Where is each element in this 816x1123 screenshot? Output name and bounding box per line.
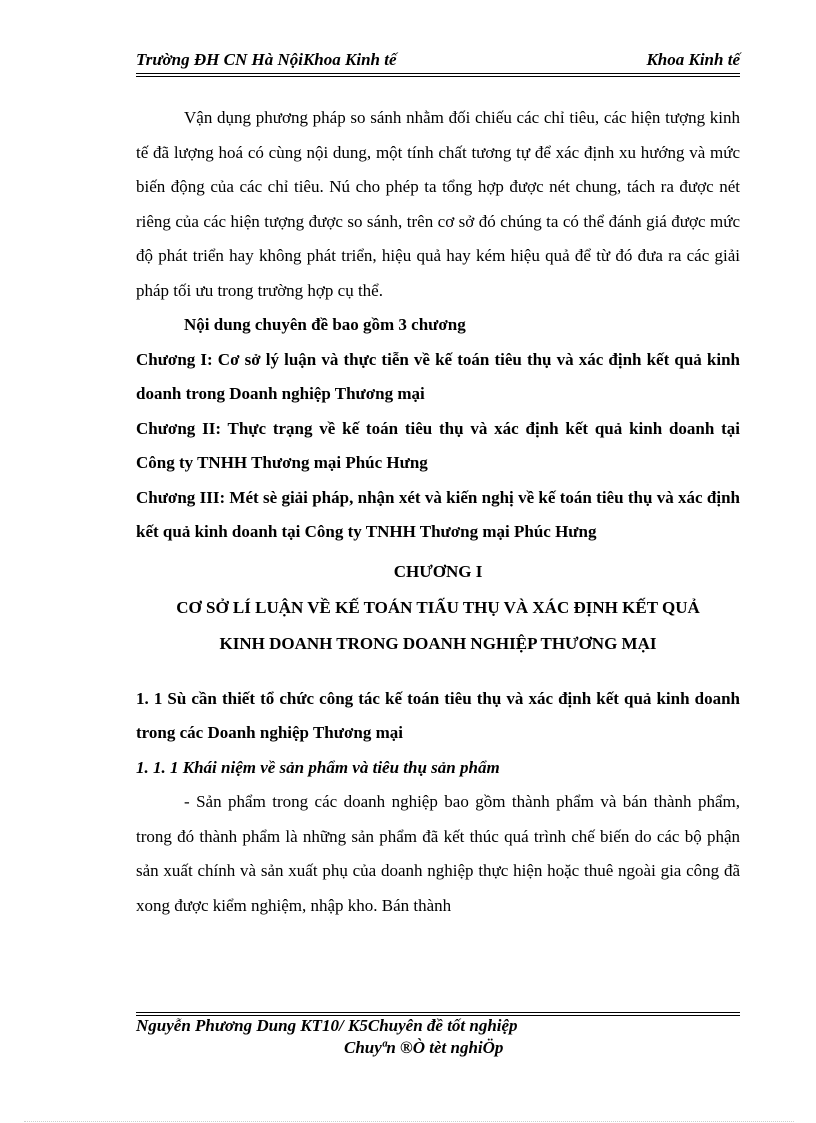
header-rule: [136, 73, 740, 74]
intro-paragraph: Vận dụng phương pháp so sánh nhằm đối chiếu các chỉ tiêu, các hiện tượng kinh tế đã lượng hoá có cùng nội dung, một tính chất tương tự để xác định xu hướng và mức biến động của các chỉ tiêu. Nú cho phép ta tổng hợp được nét chung, tách ra được nét riêng của các hiện tượng được so sánh, trên cơ sở đó chúng ta có thể đánh giá được mức độ phát triển hay không phát triển, hiệu quả hay kém hiệu quả để từ đó đưa ra các giải pháp tối ưu trong trường hợp cụ thể.: [136, 108, 740, 300]
header-rule-thin: [136, 76, 740, 77]
contents-intro: Nội dung chuyên đề bao gồm 3 chương: [184, 315, 466, 334]
section-heading-1-1-1: 1. 1. 1 Khái niệm về sản phẩm và tiêu thụ sản phẩm: [136, 757, 500, 777]
section-heading-1-1: 1. 1 Sù cần thiết tổ chức công tác kế toán tiêu thụ và xác định kết quả kinh doanh trong các Doanh nghiệp Thương mại: [136, 688, 740, 742]
document-body: [136, 101, 740, 923]
header-right: Khoa Kinh tế: [646, 50, 740, 69]
page-edge-dotted-line: [24, 1121, 794, 1122]
chapter-item-1: Chương I: Cơ sở lý luận và thực tiễn về kế toán tiêu thụ và xác định kết quả kinh doanh trong Doanh nghiệp Thương mại: [136, 349, 740, 403]
footer-author-line: Nguyễn Phương Dung KT10/ K5Chuyên đề tốt nghiệp: [136, 1016, 518, 1035]
chapter-heading: CHƯƠNG I: [393, 561, 483, 581]
product-paragraph: - Sản phẩm trong các doanh nghiệp bao gồm thành phẩm và bán thành phẩm, trong đó thành phẩm là những sản phẩm đã kết thúc quá trình chế biến do các bộ phận sản xuất chính và sản xuất phụ của doanh nghiệp thực hiện hoặc thuê ngoài gia công đã xong được kiểm nghiệm, nhập kho. Bán thành: [136, 792, 740, 915]
footer-title-line: Chuyªn ®Ò tèt nghiÖp: [344, 1038, 504, 1057]
footer-rule-thin: [136, 1012, 740, 1013]
chapter-title-line-1: CƠ SỞ LÍ LUẬN VỀ KẾ TOÁN TIẤU THỤ VÀ XÁC ĐỊNH KẾT QUẢ: [176, 597, 700, 617]
header-left: Trường ĐH CN Hà NộiKhoa Kinh tế: [136, 50, 397, 69]
page-header: [136, 50, 740, 72]
chapter-item-2: Chương II: Thực trạng về kế toán tiêu thụ và xác định kết quả kinh doanh tại Công ty TNHH Thương mại Phúc Hưng: [136, 418, 740, 472]
chapter-item-3: Chương III: Mét sè giải pháp, nhận xét và kiến nghị về kế toán tiêu thụ và xác định kết quả kinh doanh tại Công ty TNHH Thương mại Phúc Hưng: [136, 487, 740, 541]
chapter-title-line-2: KINH DOANH TRONG DOANH NGHIỆP THƯƠNG MẠI: [219, 633, 657, 653]
